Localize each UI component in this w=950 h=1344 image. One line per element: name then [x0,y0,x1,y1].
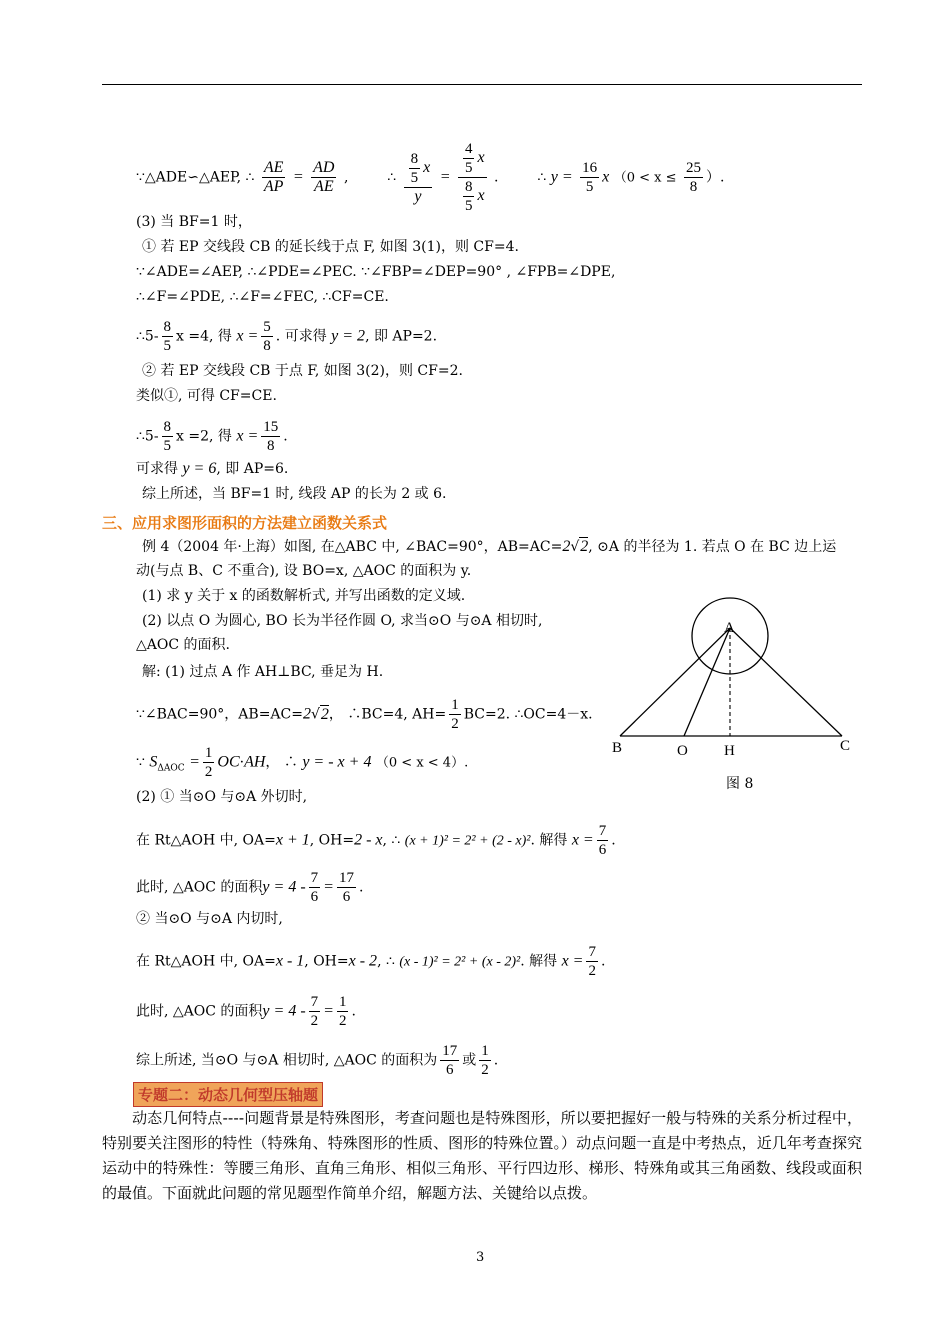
x: x [477,148,485,166]
compound-fraction-left [404,150,433,206]
frac-1-2 [203,744,215,781]
eq: = [189,753,200,771]
num: AD [313,159,335,176]
text: , 即 AP=2. [365,328,438,345]
fraction-ad-ae [311,159,336,196]
figure-caption: 图 8 [726,776,754,792]
line-case3: (3) 当 BF=1 时， [136,214,252,230]
equation-2: (x - 1)² = 2² + (x - 2)² [399,954,521,970]
frac-8-5 [162,318,174,355]
paragraph-text: 动态几何特点----问题背景是特殊图形，考查问题也是特殊图形，所以要把握好一般与特殊的关系分析过程中，特别要关注图形的特性（特殊角、特殊图形的性质、图形的特殊位置。）动点问题一直是中考热点，近几年考查探究运动中的特殊性：等腰三角形、直角三角形、相似三角形、平行四边形、梯形、特殊角或其三角函数、线段或面积的最值。下面就此问题的常见题型作简单介绍，解题方法、关键给以点拨。 [102,1109,862,1202]
frac-8-5b [463,178,475,215]
solution-1: 解: (1) 过点 A 作 AH⊥BC, 垂足为 H. [142,664,384,680]
example4-line1: 例 4（2004 年·上海）如图, 在△ABC 中, ∠BAC=90°，AB=AC=2√2, ⊙A 的半径为 1. 若点 O 在 BC 边上运 [142,538,837,555]
label-c: C [840,738,851,754]
text: . [358,879,364,896]
d: 5 [585,179,594,195]
text: , ∴ [382,832,401,849]
text: x =2, 得 [176,428,232,445]
line-angles: ∵∠ADE=∠AEP, ∴∠PDE=∠PEC. ∵∠FBP=∠DEP=90° , ∠FPB=∠DPE, [136,264,616,280]
segment-ac [730,628,842,736]
num: AE [263,159,284,176]
line-case3-1: ① 若 EP 交线段 CB 的延长线于点 F, 如图 3(1)，则 CF=4. [142,239,519,255]
y-linear: y = - x + 4 [302,753,372,771]
n: 8 [410,150,419,167]
den: y [414,187,422,205]
equation-1: (x + 1)² = 2² + (2 - x)² [404,833,531,849]
n: 1 [451,697,459,713]
num [404,150,433,188]
d: 8 [689,179,698,195]
d: 5 [464,160,473,176]
triangle-diagram [608,590,868,800]
y-eq-6: y = 6 [182,460,217,477]
frac-7-6 [597,822,609,859]
dot: · [239,754,245,771]
y-eq: y = 4 - [262,878,306,896]
text: ∴ [387,169,397,186]
den: AE [314,178,334,195]
n: 7 [310,994,319,1010]
y-eq: y = [550,168,573,186]
text: . [283,428,288,445]
text: . [493,1052,499,1069]
text: 此时, △AOC 的面积 [136,879,263,896]
n: 15 [263,419,279,435]
frac-8-5 [409,150,421,187]
x-eq: x = [571,831,594,849]
frac-1-2 [449,696,461,733]
text: ∵ [136,754,145,771]
segment-ab [620,628,730,736]
d: 8 [263,338,271,354]
frac-17-6 [337,869,356,906]
frac-16-5 [580,159,599,196]
den: AP [263,178,284,195]
frac-15-8 [261,418,280,455]
section-heading-3: 三、应用求图形面积的方法建立函数关系式 [102,514,388,532]
solution-2: ∵∠BAC=90°，AB=AC=2√2， ∴BC=4, AH= $\frac{1}{2}$ BC=2. ∴OC=4－x. [136,697,593,732]
domain: （0 < x ≤ [613,170,677,186]
topic-2-paragraph [102,1106,862,1206]
text: , [343,169,349,186]
text: ∵△ADE∽△AEP, ∴ [136,169,255,186]
eq: = [323,1002,334,1020]
text: ）. [705,169,725,186]
segment-ao [684,628,730,736]
x: x [423,158,431,176]
x: x [602,168,610,186]
frac-4-5 [463,140,475,177]
page-number: 3 [476,1250,485,1265]
topic-2-badge: 专题二：动态几何型压轴题 [133,1082,323,1107]
text: ∴ [537,169,547,186]
d: 6 [598,842,607,858]
text: 或 [462,1052,477,1069]
text: 在 Rt△AOH 中, OA= [136,953,276,970]
oh: x - 2 [348,952,378,970]
d: 2 [451,716,459,732]
text: , 即 AP=6. [216,461,289,477]
case-external-eq [136,822,616,859]
line-case3-2: ② 若 EP 交线段 CB 于点 F, 如图 3(2)，则 CF=2. [142,363,463,379]
n: 7 [598,823,607,839]
coef: 2 [562,538,571,555]
label-o: O [677,743,688,759]
n: 1 [481,1043,489,1059]
text: ， ∴BC=4, AH= [328,706,447,723]
n: 8 [163,419,172,435]
text: 综上所述, 当⊙O 与⊙A 相切时, △AOC 的面积为 [136,1052,438,1069]
x-eq: x = [236,427,259,445]
S-sub: ΔAOC [157,763,185,774]
d: 5 [464,198,473,214]
label-a: A [724,620,735,636]
frac-1-2 [337,993,349,1030]
frac-5-8 [261,318,273,355]
n: 8 [464,179,473,195]
d: 5 [410,169,419,186]
n: 25 [685,160,701,176]
AH: AH [244,753,266,771]
compound-fraction-right [458,140,487,215]
text: . 解得 [520,953,558,970]
text: x =4, 得 [176,328,232,345]
eq: = [439,168,451,186]
line-solve-x1 [136,318,437,355]
text: 此时, △AOC 的面积 [136,1003,263,1020]
y-eq: y = 4 - [262,1002,306,1020]
d: 6 [342,889,351,905]
domain: （0 < x < 4）. [375,755,469,771]
den [458,178,487,215]
radicand: 2 [580,538,589,555]
n: 1 [338,994,347,1010]
line-solve-x2 [136,418,288,455]
d: 8 [267,438,275,454]
n: 17 [338,870,354,886]
case-external: (2) ① 当⊙O 与⊙A 外切时, [136,789,308,805]
d: 6 [446,1062,454,1078]
text: . 解得 [530,832,568,849]
text: , OH= [304,953,349,970]
d: 5 [163,438,172,454]
frac-7-6 [309,869,321,906]
n: 17 [442,1043,458,1059]
line-angles2: ∴∠F=∠PDE, ∴∠F=∠FEC, ∴CF=CE. [136,289,389,305]
case-internal-area [136,993,356,1030]
text: , ⊙A 的半径为 1. 若点 O 在 BC 边上运 [588,539,837,555]
frac-17-6 [440,1042,459,1079]
n: 5 [263,319,271,335]
oa: x - 1 [275,952,305,970]
d: 6 [310,889,319,905]
x-eq: x = [561,952,584,970]
case-internal-eq [136,943,605,980]
frac-7-2 [309,993,321,1030]
label-b: B [612,740,623,756]
y-eq-2: y = 2 [331,327,366,345]
solution-3 [136,744,468,781]
d: 2 [204,764,213,780]
x-eq: x = [236,327,259,345]
text: ∵∠BAC=90°，AB=AC= [136,706,303,723]
x: x [477,186,485,204]
final-conclusion [136,1042,498,1079]
line-conclusion: 综上所述，当 BF=1 时, 线段 AP 的长为 2 或 6. [142,486,447,502]
frac-7-2 [586,943,598,980]
d: 2 [588,963,596,979]
n: 16 [582,160,598,176]
d: 2 [310,1013,319,1029]
oh: 2 - x [354,831,383,849]
radicand: 2 [320,705,329,723]
n: 7 [310,870,319,886]
line-y6 [136,459,288,479]
question-2b: △AOC 的面积. [136,637,230,653]
coef: 2 [302,705,311,723]
eq: = [292,168,304,186]
num [458,140,487,178]
text: , OH= [309,832,355,849]
text: BC=2. ∴OC=4－x. [463,706,593,723]
text: 可求得 [136,461,178,477]
text: , ∴ [377,953,395,970]
case-internal: ② 当⊙O 与⊙A 内切时, [136,911,283,927]
text: 例 4（2004 年·上海）如图, 在△ABC 中, ∠BAC=90°，AB=AC= [142,539,563,555]
n: 8 [163,319,172,335]
label-h: H [724,743,735,759]
text: . [611,832,616,849]
line-similar-triangles: ∵△ADE∽△AEP, ∴ $\frac{AE}{AP}$ = $\frac{AD}{AE}$ , ∴ $\frac{8}{5}$ x y = $\frac{4}{5}$ x $\frac{8}{5}$ x . ∴ y = $\frac{16}{5}$ x （0 < x ≤ $\frac{25}{8}$ ）. [136,141,725,214]
case-external-area [136,869,363,906]
n: 7 [588,944,596,960]
frac-1-2 [479,1042,491,1079]
text: . [600,953,606,970]
S: S [149,753,158,771]
figure-8 [608,590,868,804]
text: . 可求得 [275,328,327,345]
frac-8-5 [162,418,174,455]
d: 5 [163,338,172,354]
frac-25-8 [684,159,703,196]
oa: x + 1 [275,831,310,849]
example4-line2: 动(与点 B、C 不重合), 设 BO=x, △AOC 的面积为 y. [136,563,472,579]
header-rule [102,84,862,85]
text: ∴5- [136,428,159,445]
eq: = [323,878,334,896]
text: . [351,1003,356,1020]
n: 1 [204,745,213,761]
question-2a: (2) 以点 O 为圆心, BO 长为半径作圆 O, 求当⊙O 与⊙A 相切时, [142,613,543,629]
line-similar: 类似①, 可得 CF=CE. [136,388,277,404]
OC: OC [217,753,240,771]
text: 在 Rt△AOH 中, OA= [136,832,276,849]
n: 4 [464,141,473,157]
fraction-ae-ap [262,159,286,196]
text: ， ∴ [265,754,298,771]
d: 2 [481,1062,489,1078]
text: ∴5- [136,328,159,345]
question-1: (1) 求 y 关于 x 的函数解析式, 并写出函数的定义域. [142,588,466,604]
d: 2 [338,1013,347,1029]
